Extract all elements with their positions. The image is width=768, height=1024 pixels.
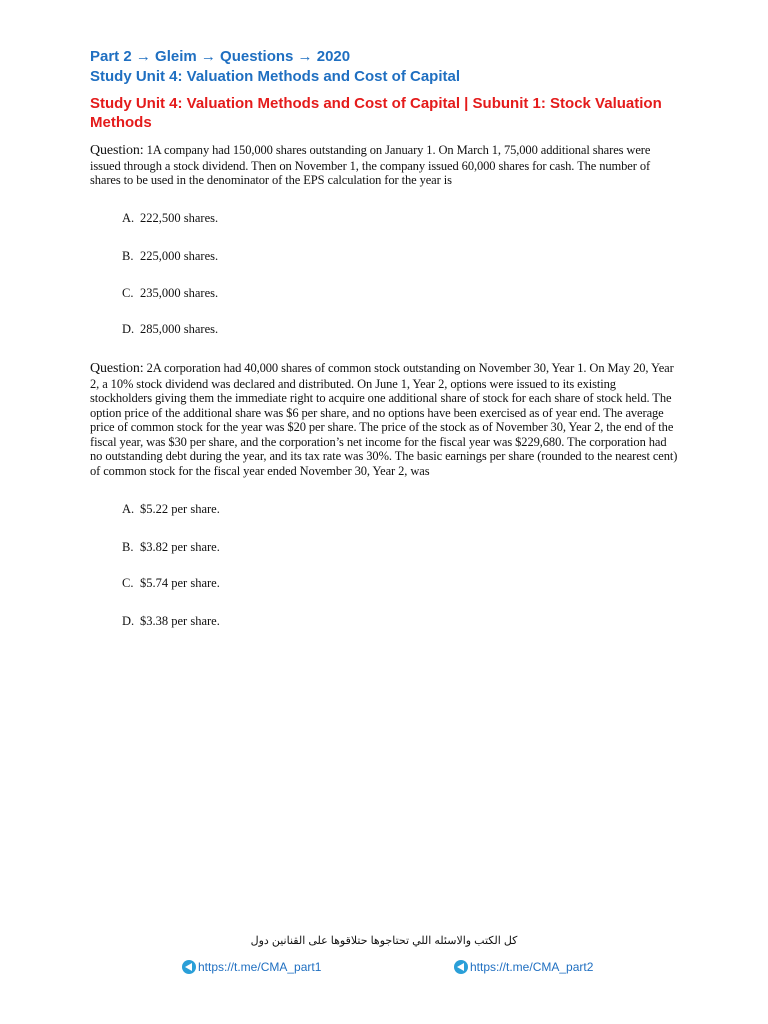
option-2c bbox=[122, 576, 220, 591]
option-letter: D. bbox=[122, 614, 135, 628]
option-2a bbox=[122, 502, 220, 517]
option-text: $5.74 per share. bbox=[140, 576, 220, 590]
option-1a bbox=[122, 211, 218, 226]
option-text: $3.82 per share. bbox=[140, 540, 220, 554]
option-1c bbox=[122, 286, 218, 301]
question-label: Question: bbox=[90, 143, 144, 158]
option-text: 225,000 shares. bbox=[140, 249, 219, 263]
option-letter: B. bbox=[122, 540, 134, 554]
breadcrumb-heading: Part 2 → Gleim → Questions → 2020 bbox=[90, 48, 351, 65]
option-1b bbox=[122, 249, 218, 264]
option-letter: C. bbox=[122, 576, 134, 590]
option-letter: B. bbox=[122, 249, 134, 263]
option-text: 235,000 shares. bbox=[140, 286, 219, 300]
subunit-heading: Study Unit 4: Valuation Methods and Cost of Capital | Subunit 1: Stock Valuation Methods bbox=[90, 95, 662, 131]
link-text[interactable]: https://t.me/CMA_part2 bbox=[470, 960, 594, 974]
option-letter: C. bbox=[122, 286, 134, 300]
study-unit-heading: Study Unit 4: Valuation Methods and Cost of Capital bbox=[90, 68, 461, 85]
question-text: 1A company had 150,000 shares outstanding on January 1. On March 1, 75,000 additional shares were issued through a stock dividend. Then on November 1, the company issued 60,000 shares for cash. The number of shares to be used in the denominator of the EPS calculation for the year is bbox=[90, 143, 651, 187]
footer-arabic-text: كل الكتب والاسئله اللي تحتاجوها حتلاقوها على القنانين دول bbox=[250, 935, 518, 947]
option-text: $5.22 per share. bbox=[140, 502, 220, 516]
option-letter: A. bbox=[122, 211, 135, 225]
telegram-icon bbox=[454, 960, 468, 974]
option-1d bbox=[122, 322, 218, 337]
option-text: 222,500 shares. bbox=[140, 211, 219, 225]
option-text: $3.38 per share. bbox=[140, 614, 220, 628]
question-1 bbox=[90, 143, 680, 188]
option-2b bbox=[122, 540, 220, 555]
option-2d bbox=[122, 614, 220, 629]
question-label: Question: bbox=[90, 361, 144, 376]
link-text[interactable]: https://t.me/CMA_part1 bbox=[198, 960, 322, 974]
option-text: 285,000 shares. bbox=[140, 322, 219, 336]
question-2 bbox=[90, 361, 680, 478]
telegram-link-part2[interactable] bbox=[454, 960, 593, 974]
question-text: 2A corporation had 40,000 shares of common stock outstanding on November 30, Year 1. On May 20, Year 2, a 10% stock dividend was declared and distributed. On June 1, Year 2, options were issued to its existing stockholders giving them the immediate right to acquire one additional share of stock for each share of stock held. The option price of the additional share was $6 per share, and no options have been exercised as of year end. The average price of common stock for the year was $20 per share. The price of the stock as of November 30, Year 2, the end of the fiscal year, was $30 per share, and the corporation’s net income for the fiscal year was $229,680. The corporation had no outstanding debt during the year, and its tax rate was 30%. The basic earnings per share (rounded to the nearest cent) of common stock for the fiscal year ended November 30, Year 2, was bbox=[90, 361, 678, 478]
option-letter: D. bbox=[122, 322, 135, 336]
telegram-icon bbox=[182, 960, 196, 974]
telegram-link-part1[interactable] bbox=[182, 960, 321, 974]
option-letter: A. bbox=[122, 502, 135, 516]
